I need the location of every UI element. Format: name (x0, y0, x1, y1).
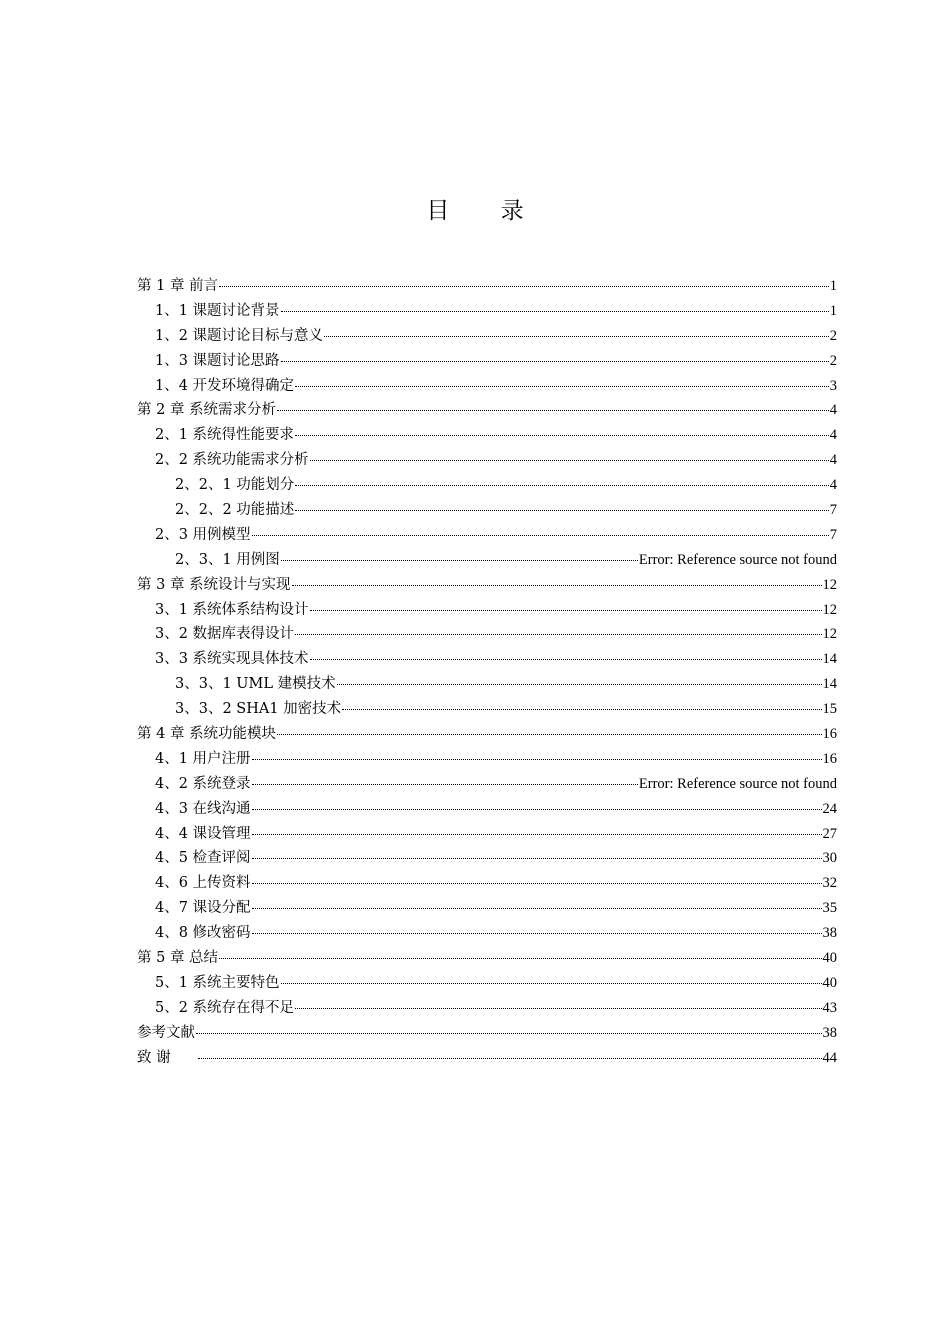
toc-entry[interactable] (137, 722, 837, 747)
toc-entry[interactable] (137, 398, 837, 423)
toc-dot-leader (252, 844, 822, 859)
toc-entry[interactable] (137, 473, 837, 498)
toc-entry-label: 4、8 修改密码 (155, 925, 251, 942)
toc-entry-label: 第 3 章 系统设计与实现 (137, 576, 291, 593)
toc-entry-page: 1 (829, 302, 837, 319)
toc-dot-leader (292, 571, 822, 586)
toc-entry[interactable] (137, 697, 837, 722)
toc-entry-page: 27 (822, 825, 837, 842)
toc-dot-leader (196, 1019, 822, 1034)
toc-entry[interactable] (137, 996, 837, 1021)
toc-entry[interactable] (137, 747, 837, 772)
toc-entry[interactable] (137, 324, 837, 349)
toc-entry-page: 44 (822, 1049, 837, 1066)
toc-dot-leader (295, 372, 829, 387)
toc-entry-label: 4、5 检查评阅 (155, 850, 251, 867)
toc-dot-leader (295, 421, 829, 436)
toc-entry-label: 1、4 开发环境得确定 (155, 377, 295, 394)
toc-entry[interactable] (137, 274, 837, 299)
toc-dot-leader (310, 446, 829, 461)
toc-entry[interactable] (137, 921, 837, 946)
toc-entry-label: 第 1 章 前言 (137, 278, 219, 294)
toc-dot-leader (198, 1044, 822, 1059)
toc-entry-label: 致 谢 (137, 1049, 171, 1066)
toc-dot-leader (252, 795, 822, 810)
toc-dot-leader (252, 745, 822, 760)
toc-entry-label: 2、2、2 功能描述 (175, 502, 295, 519)
toc-entry-page: 24 (822, 800, 837, 817)
toc-dot-leader (337, 670, 822, 685)
toc-entry-page: Error: Reference source not found (638, 551, 837, 568)
toc-entry-page: 30 (822, 850, 837, 867)
toc-entry[interactable] (137, 772, 837, 797)
toc-entry[interactable] (137, 1046, 837, 1071)
toc-entry-page: 40 (822, 974, 837, 991)
toc-entry[interactable] (137, 871, 837, 896)
toc-entry-label: 4、7 课设分配 (155, 900, 251, 917)
toc-entry[interactable] (137, 374, 837, 399)
toc-entry-label: 3、3、1 UML 建模技术 (175, 676, 336, 693)
toc-dot-leader (295, 994, 821, 1009)
toc-dot-leader (310, 596, 822, 611)
toc-dot-leader (295, 496, 828, 511)
toc-dot-leader (281, 546, 638, 561)
toc-entry-label: 5、2 系统存在得不足 (155, 999, 295, 1016)
toc-entry-label: 2、2 系统功能需求分析 (155, 452, 309, 469)
toc-dot-leader (252, 521, 829, 536)
toc-entry-page: 38 (822, 1024, 837, 1041)
toc-entry-page: 2 (829, 352, 837, 369)
toc-entry-page: 14 (822, 651, 837, 668)
toc-entry[interactable] (137, 1021, 837, 1046)
toc-entry-page: 32 (822, 875, 837, 892)
toc-entry-page: 1 (829, 278, 837, 294)
toc-dot-leader (295, 471, 828, 486)
toc-entry-page: 12 (822, 576, 837, 593)
toc-entry[interactable] (137, 797, 837, 822)
toc-dot-leader (295, 620, 821, 635)
toc-entry-label: 5、1 系统主要特色 (155, 974, 280, 991)
toc-entry-page: 35 (822, 900, 837, 917)
toc-entry-label: 2、2、1 功能划分 (175, 477, 295, 494)
toc-entry-label: 4、1 用户注册 (155, 750, 251, 767)
toc-dot-leader (310, 645, 822, 660)
toc-dot-leader (252, 770, 638, 785)
toc-entry[interactable] (137, 349, 837, 374)
toc-dot-leader (277, 720, 821, 735)
toc-dot-leader (252, 919, 822, 934)
toc-entry-label: 4、2 系统登录 (155, 775, 251, 792)
toc-entry-label: 3、1 系统体系结构设计 (155, 601, 309, 618)
toc-entry-label: 3、2 数据库表得设计 (155, 626, 295, 643)
toc-entry-page: 12 (822, 601, 837, 618)
toc-dot-leader (342, 695, 821, 710)
toc-entry[interactable] (137, 946, 837, 971)
toc-entry-page: 38 (822, 925, 837, 942)
toc-entry-page: 12 (822, 626, 837, 643)
toc-entry[interactable] (137, 548, 837, 573)
toc-entry-label: 第 5 章 总结 (137, 950, 219, 967)
toc-entry-page: 3 (829, 377, 837, 394)
toc-entry-label: 第 4 章 系统功能模块 (137, 726, 277, 743)
toc-entry[interactable] (137, 647, 837, 672)
toc-entry-page: 4 (829, 427, 837, 444)
toc-entry[interactable] (137, 598, 837, 623)
toc-dot-leader (277, 396, 829, 411)
toc-entry-label: 1、2 课题讨论目标与意义 (155, 327, 324, 344)
toc-entry[interactable] (137, 448, 837, 473)
toc-entry-page: 14 (822, 676, 837, 693)
toc-entry-page: Error: Reference source not found (638, 775, 837, 792)
toc-entry-page: 7 (829, 526, 837, 543)
toc-entry-page: 40 (822, 950, 837, 967)
toc-entry[interactable] (137, 423, 837, 448)
toc-entry-page: 4 (829, 452, 837, 469)
toc-entry-label: 1、3 课题讨论思路 (155, 352, 280, 369)
toc-entry-page: 43 (822, 999, 837, 1016)
toc-entry[interactable] (137, 299, 837, 324)
toc-dot-leader (281, 297, 829, 312)
toc-dot-leader (219, 272, 829, 287)
toc-entry[interactable] (137, 846, 837, 871)
toc-entry-page: 4 (829, 477, 837, 494)
toc-entry-label: 2、1 系统得性能要求 (155, 427, 295, 444)
toc-entry-label: 2、3、1 用例图 (175, 551, 280, 568)
toc-entry-label: 参考文献 (137, 1024, 195, 1041)
toc-entry-label: 4、3 在线沟通 (155, 800, 251, 817)
toc-entry[interactable] (137, 822, 837, 847)
toc-entry-page: 16 (822, 750, 837, 767)
toc-entry-page: 2 (829, 327, 837, 344)
toc-entry[interactable] (137, 498, 837, 523)
toc-entry-page: 7 (829, 502, 837, 519)
toc-entry[interactable] (137, 523, 837, 548)
toc-dot-leader (252, 820, 822, 835)
toc-entry-label: 2、3 用例模型 (155, 526, 251, 543)
toc-entry[interactable] (137, 622, 837, 647)
toc-entry[interactable] (137, 896, 837, 921)
toc-title: 目 录 (426, 198, 546, 224)
toc-entry-page: 4 (829, 402, 837, 419)
toc-entry-label: 4、4 课设管理 (155, 825, 251, 842)
toc-entry[interactable] (137, 672, 837, 697)
toc-entry-label: 4、6 上传资料 (155, 875, 251, 892)
toc-dot-leader (252, 869, 822, 884)
toc-dot-leader (219, 944, 821, 959)
table-of-contents (137, 274, 837, 1071)
toc-dot-leader (281, 347, 829, 362)
toc-dot-leader (281, 969, 822, 984)
toc-dot-leader (324, 322, 829, 337)
toc-entry-label: 3、3、2 SHA1 加密技术 (175, 701, 342, 718)
toc-entry[interactable] (137, 573, 837, 598)
toc-entry-page: 16 (822, 726, 837, 743)
toc-entry-label: 第 2 章 系统需求分析 (137, 402, 277, 419)
toc-dot-leader (252, 894, 822, 909)
toc-entry[interactable] (137, 971, 837, 996)
toc-entry-label: 3、3 系统实现具体技术 (155, 651, 309, 668)
toc-entry-page: 15 (822, 701, 837, 718)
toc-entry-label: 1、1 课题讨论背景 (155, 302, 280, 319)
